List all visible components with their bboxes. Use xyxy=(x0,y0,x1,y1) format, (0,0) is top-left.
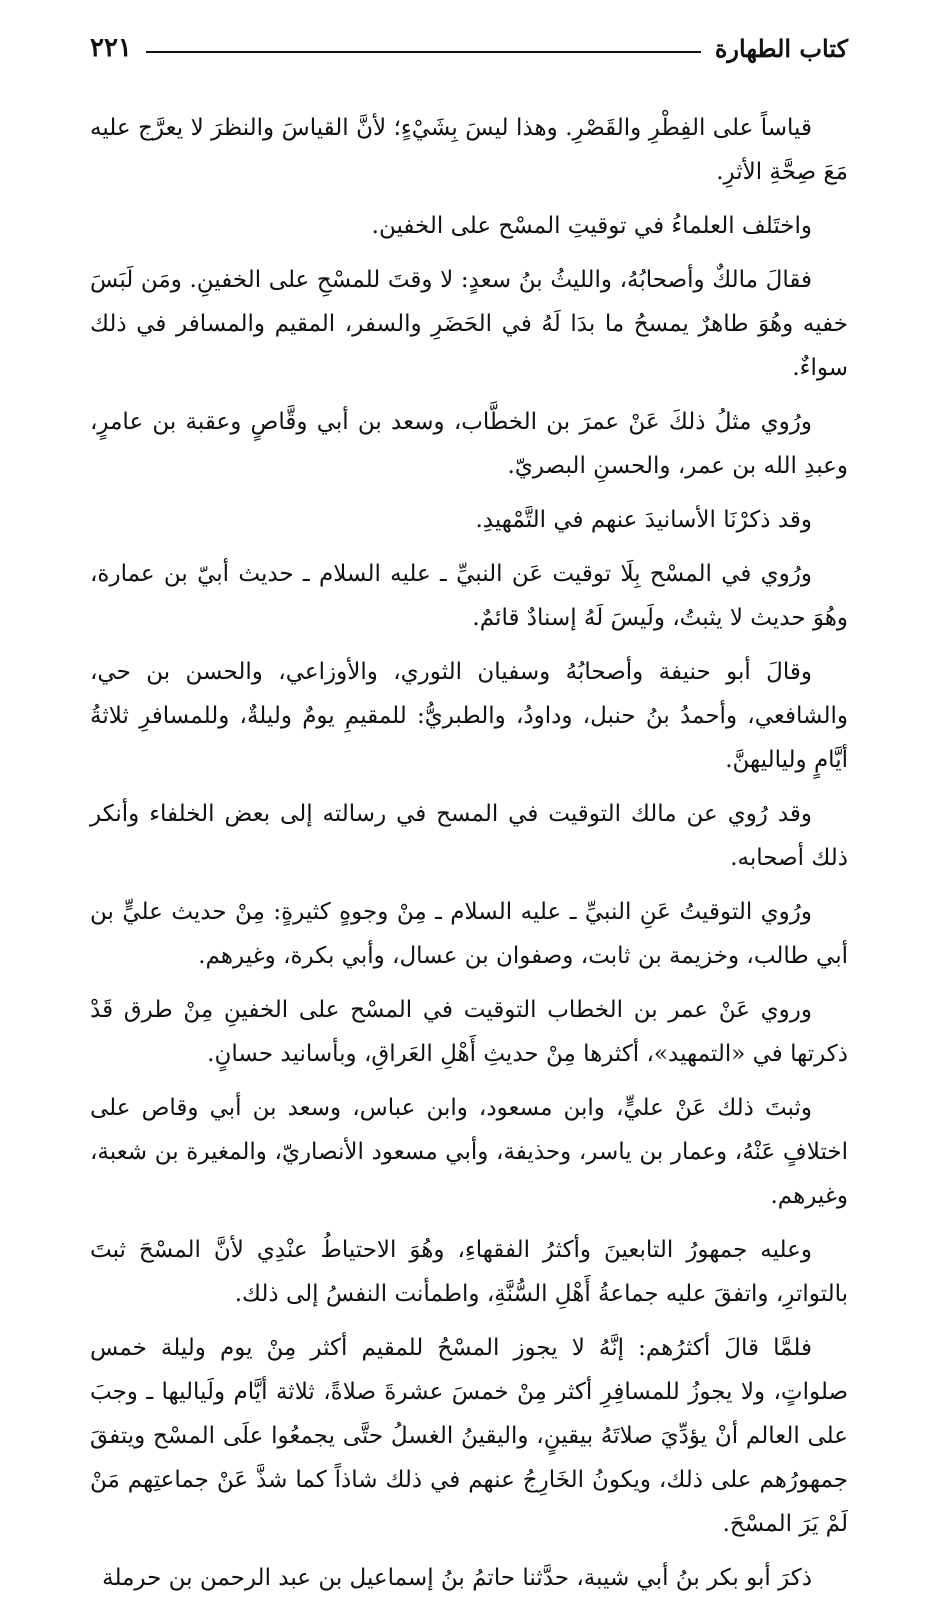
paragraph: وقد رُوي عن مالك التوقيت في المسح في رسالته إلى بعض الخلفاء وأنكر ذلك أصحابه. xyxy=(90,801,848,871)
paragraph: فقالَ مالكٌ وأصحابُهُ، والليثُ بنُ سعدٍ: لا وقتَ للمسْحِ على الخفينِ. ومَن لَبَسَ خفيه وهُوَ طاهرٌ يمسحُ ما بدَا لَهُ في الحَضَرِ والسفر، المقيم والمسافر في ذلك سواءٌ. xyxy=(90,267,848,381)
paragraph: وثبتَ ذلك عَنْ عليٍّ، وابن مسعود، وابن عباس، وسعد بن أبي وقاص على اختلافٍ عَنْهُ، وعمار بن ياسر، وحذيفة، وأبي مسعود الأنصاريّ، والمغيرة بن شعبة، وغيرهم. xyxy=(90,1095,848,1209)
page-number: ٢٢١ xyxy=(90,33,132,63)
body-text xyxy=(90,106,848,1610)
paragraph: وقد ذكرْنَا الأسانيدَ عنهم في التَّمْهيدِ. xyxy=(475,507,812,533)
paragraph: وقالَ أبو حنيفة وأصحابُهُ وسفيان الثوري، والأوزاعي، والحسن بن حي، والشافعي، وأحمدُ بنُ حنبل، وداودُ، والطبريُّ: للمقيمِ يومٌ وليلةٌ، وللمسافرِ ثلاثةُ أيَّامٍ ولياليهنَّ. xyxy=(90,659,848,773)
paragraph: ورُوي في المسْح بِلَا توقيت عَن النبيِّ ـ عليه السلام ـ حديث أبيّ بن عمارة، وهُوَ حديث لا يثبتُ، ولَيسَ لَهُ إسنادٌ قائمٌ. xyxy=(90,561,848,631)
paragraph: واختَلف العلماءُ في توقيتِ المسْح على الخفين. xyxy=(371,213,812,239)
paragraph: فلمَّا قالَ أكثرُهم: إنَّهُ لا يجوز المسْحُ للمقيم أكثر مِنْ يوم وليلة خمس صلواتٍ، ولا يجوزُ للمسافِرِ أكثر مِنْ خمسَ عشرةَ صلاةً، ثلاثة أيَّام ولَياليها ـ وجبَ على العالم أنْ يؤدِّيَ صلاتَهُ بيقينٍ، واليقينُ الغسلُ حتَّى يجمعُوا علَى المسْح ويتفقَ جمهورُهم على ذلك، ويكونُ الخَارِجُ عنهم في ذلك شاذاً كما شذَّ عَنْ جماعتِهم مَنْ لَمْ يَرَ المسْحَ. xyxy=(90,1335,848,1537)
header-rule xyxy=(146,51,701,53)
running-header xyxy=(90,28,848,68)
paragraph: ورُوي التوقيتُ عَنِ النبيِّ ـ عليه السلام ـ مِنْ وجوهٍ كثيرةٍ: مِنْ حديث عليٍّ بن أبي طالب، وخزيمة بن ثابت، وصفوان بن عسال، وأبي بكرة، وغيرهم. xyxy=(90,899,848,969)
paragraph: قياساً على الفِطْرِ والقَصْرِ. وهذا ليسَ بِشَيْءٍ؛ لأنَّ القياسَ والنظرَ لا يعرَّج عليه مَعَ صِحَّةِ الأثرِ. xyxy=(90,115,848,185)
paragraph: وروي عَنْ عمر بن الخطاب التوقيت في المسْح على الخفينِ مِنْ طرق قَدْ ذكرتها في «التمهيد»، أكثرها مِنْ حديثِ أَهْلِ العَراقِ، وبأسانيد حسانٍ. xyxy=(90,997,848,1067)
paragraph: ورُوي مثلُ ذلكَ عَنْ عمرَ بن الخطَّاب، وسعد بن أبي وقَّاصٍ وعقبة بن عامرٍ، وعبدِ الله بن عمر، والحسنِ البصريّ. xyxy=(90,409,848,479)
paragraph: ذكرَ أبو بكر بنُ أبي شيبة، حدَّثنا حاتمُ بنُ إسماعيل بن عبد الرحمن بن حرملة xyxy=(102,1565,812,1591)
book-title: كتاب الطهارة xyxy=(714,33,848,63)
paragraph: وعليه جمهورُ التابعينَ وأكثرُ الفقهاءِ، وهُوَ الاحتياطُ عنْدِي لأنَّ المسْحَ ثبتَ بالتواترِ، واتفقَ عليه جماعةُ أَهْلِ السُّنَّةِ، واطمأنت النفسُ إلى ذلك. xyxy=(90,1237,848,1307)
